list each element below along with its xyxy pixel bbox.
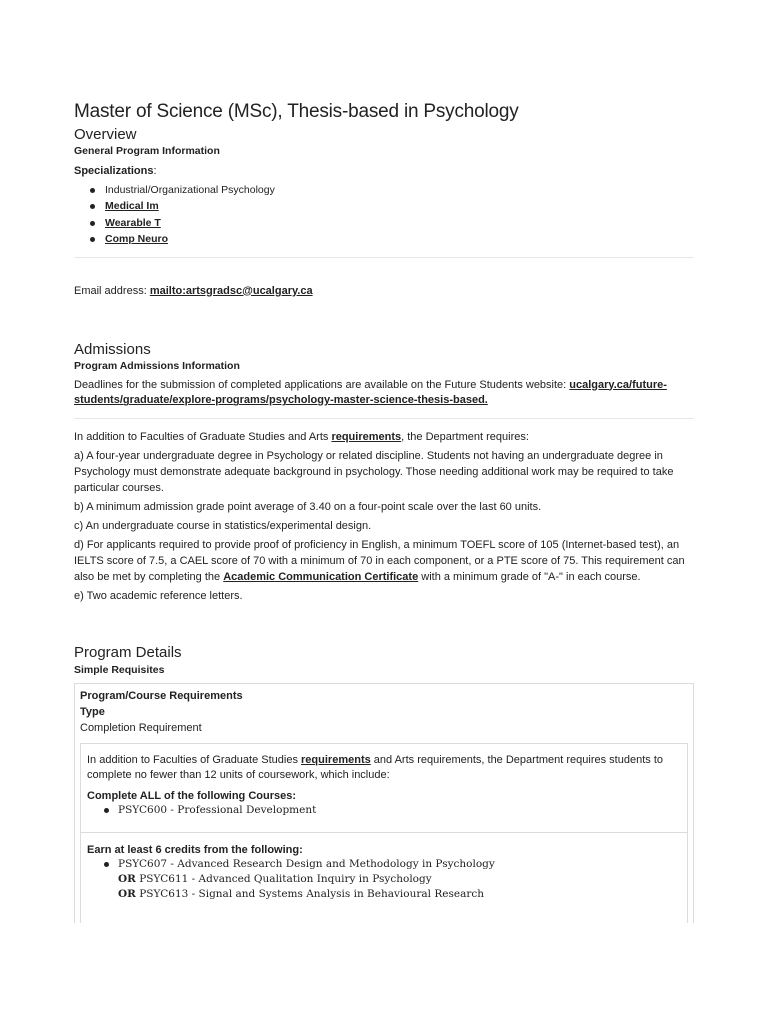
specialization-link-wearable[interactable]: Wearable T [105,216,161,229]
program-page [74,100,694,923]
admissions-subheading: Program Admissions Information [74,360,240,373]
course-alternative [87,887,681,902]
specializations-list [74,182,694,248]
requirements-box-title: Program/Course Requirements [80,689,243,702]
future-students-link[interactable]: ucalgary.ca/future-students/graduate/explore-programs/psychology-master-science-thesis-based. [74,378,667,407]
program-details-subheading: Simple Requisites [74,663,165,676]
academic-communication-certificate-link[interactable]: Academic Communication Certificate [223,570,419,583]
coursework-intro-text: In addition to Faculties of Graduate Studies [87,753,302,766]
deadlines-text: Deadlines for the submission of completed applications are available on the Future Students website: [74,378,570,391]
group2-label: Earn at least 6 credits from the following: [87,844,303,857]
coursework-intro [87,753,681,785]
requirement-d-tail: with a minimum grade of "A-" in each course. [418,570,641,583]
group2-course-list [87,857,681,872]
requirements-intro-tail: , the Department requires: [401,431,529,444]
program-details-section [74,644,694,923]
requirements-link[interactable]: requirements [331,431,402,444]
specializations-line [74,164,694,180]
specialization-item[interactable] [74,198,694,215]
specializations-colon: : [153,164,157,177]
specialization-link-medical[interactable]: Medical Im [105,200,159,213]
requirement-d-text: d) For applicants required to provide proof of proficiency in English, a minimum TOEFL score of 105 (Internet-based test), an IELTS score of 7.5, a CAEL score of 70 with a minimum of 70 in each component, or a PTE score of 75. This requirement can also be met by completing the [74,539,685,583]
electives-panel [80,833,688,922]
requirements-intro [74,430,694,446]
course-alternative-text: PSYC613 - Signal and Systems Analysis in Behavioural Research [139,888,484,901]
course-item: PSYC607 - Advanced Research Design and Methodology in Psychology [87,857,681,872]
requirement-c: c) An undergraduate course in statistics/experimental design. [74,520,372,533]
divider [74,418,694,419]
or-label: OR [118,873,136,886]
or-label: OR [118,888,136,901]
group1-label: Complete ALL of the following Courses: [87,790,296,803]
course-item: PSYC600 - Professional Development [87,803,681,818]
program-details-heading: Program Details [74,643,182,661]
requirement-a: a) A four-year undergraduate degree in Psychology or related discipline. Students not having an undergraduate degree in Psychology must demonstrate adequate background in psychology. Those needing additional work may be required to take particular courses. [74,450,674,495]
course-alternative-text: PSYC611 - Advanced Qualitation Inquiry in Psychology [139,873,432,886]
overview-subheading: General Program Information [74,145,220,158]
specialization-item[interactable] [74,231,694,248]
specialization-text: Industrial/Organizational Psychology [105,183,275,196]
email-link[interactable]: mailto:artsgradsc@ucalgary.ca [149,284,313,297]
requirement-b: b) A minimum admission grade point average of 3.40 on a four-point scale over the last 60 units. [74,501,542,514]
deadlines-paragraph [74,378,694,410]
divider [74,257,694,258]
page-title: Master of Science (MSc), Thesis-based in Psychology [74,101,519,122]
requirements-box [74,683,694,923]
requirements-intro-text: In addition to Faculties of Graduate Studies and Arts [74,431,332,444]
email-label: Email address: [74,284,150,297]
group1-course-list [87,803,681,818]
type-label: Type [80,705,105,718]
coursework-intro-tail: and Arts requirements, the Department requires students to complete no fewer than 12 units of coursework, which include: [87,753,663,782]
specialization-item[interactable] [74,215,694,232]
requirement-d [74,538,694,586]
admissions-section [74,341,694,605]
email-line [74,284,694,300]
admissions-heading: Admissions [74,340,151,358]
specializations-label: Specializations [74,164,154,177]
type-value: Completion Requirement [80,721,202,734]
overview-heading: Overview [74,125,137,143]
coursework-panel [80,743,688,834]
requirement-e: e) Two academic reference letters. [74,589,243,602]
graduate-studies-requirements-link[interactable]: requirements [301,753,371,766]
course-alternative [87,872,681,887]
overview-section [74,126,694,300]
specialization-item [74,182,694,199]
specialization-link-comp-neuro[interactable]: Comp Neuro [105,233,168,246]
